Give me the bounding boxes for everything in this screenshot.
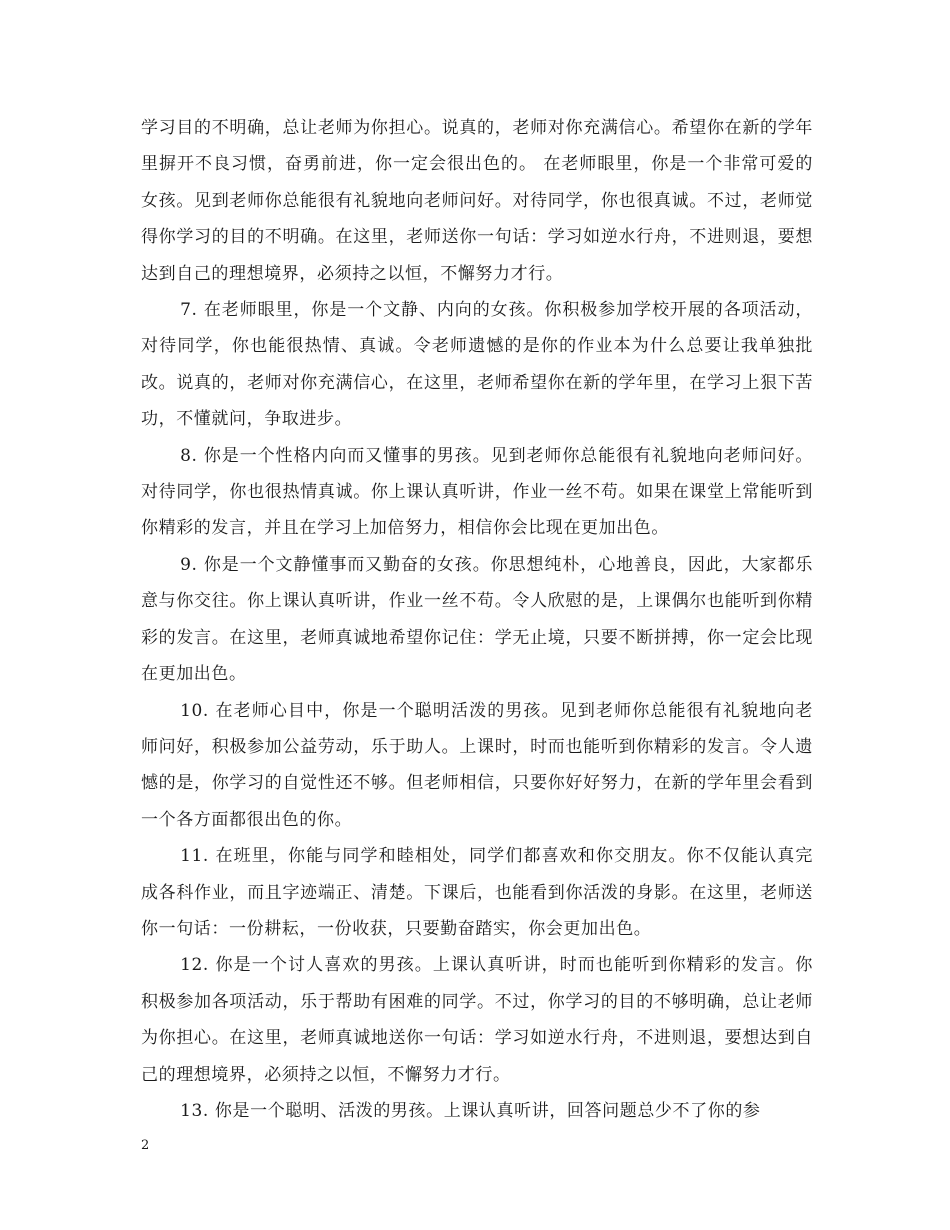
paragraph-item-11: 11. 在班里，你能与同学和睦相处，同学们都喜欢和你交朋友。你不仅能认真完成各科作业，而且字迹端正、清楚。下课后，也能看到你活泼的身影。在这里，老师送你一句话：一份耕耘，一份收获，只要勤奋踏实，你会更加出色。 xyxy=(141,846,813,939)
document-body xyxy=(141,110,813,1129)
paragraph-item-12: 12. 你是一个讨人喜欢的男孩。上课认真听讲，时而也能听到你精彩的发言。你积极参加各项活动，乐于帮助有困难的同学。不过，你学习的目的不够明确，总让老师为你担心。在这里，老师真诚地送你一句话：学习如逆水行舟，不进则退，要想达到自己的理想境界，必须持之以恒，不懈努力才行。 xyxy=(141,955,813,1085)
paragraph-item-8: 8. 你是一个性格内向而又懂事的男孩。见到老师你总能很有礼貌地向老师问好。对待同学，你也很热情真诚。你上课认真听讲，作业一丝不苟。如果在课堂上常能听到你精彩的发言，并且在学习上加倍努力，相信你会比现在更加出色。 xyxy=(141,445,813,539)
paragraph-item-7: 7. 在老师眼里，你是一个文静、内向的女孩。你积极参加学校开展的各项活动，对待同学，你也能很热情、真诚。令老师遗憾的是你的作业本为什么总要让我单独批改。说真的，老师对你充满信心，在这里，老师希望你在新的学年里，在学习上狠下苦功，不懂就问，争取进步。 xyxy=(141,300,813,430)
paragraph-continued: 学习目的不明确，总让老师为你担心。说真的，老师对你充满信心。希望你在新的学年里摒开不良习惯，奋勇前进，你一定会很出色的。 在老师眼里，你是一个非常可爱的女孩。见到老师你总能很有礼貌地向老师问好。对待同学，你也很真诚。不过，老师觉得你学习的目的不明确。在这里，老师送你一句话：学习如逆水行舟，不进则退，要想达到自己的理想境界，必须持之以恒，不懈努力才行。 xyxy=(141,118,813,284)
paragraph-item-13: 13. 你是一个聪明、活泼的男孩。上课认真听讲，回答问题总少不了你的参 xyxy=(180,1100,761,1121)
page-number: 2 xyxy=(141,1138,150,1153)
paragraph-item-9: 9. 你是一个文静懂事而又勤奋的女孩。你思想纯朴，心地善良，因此，大家都乐意与你交往。你上课认真听讲，作业一丝不苟。令人欣慰的是，上课偶尔也能听到你精彩的发言。在这里，老师真诚地希望你记住：学无止境，只要不断拼搏，你一定会比现在更加出色。 xyxy=(141,554,813,685)
paragraph-item-10: 10. 在老师心目中，你是一个聪明活泼的男孩。见到老师你总能很有礼貌地向老师问好，积极参加公益劳动，乐于助人。上课时，时而也能听到你精彩的发言。令人遗憾的是，你学习的自觉性还不够。但老师相信，只要你好好努力，在新的学年里会看到一个各方面都很出色的你。 xyxy=(141,700,813,830)
